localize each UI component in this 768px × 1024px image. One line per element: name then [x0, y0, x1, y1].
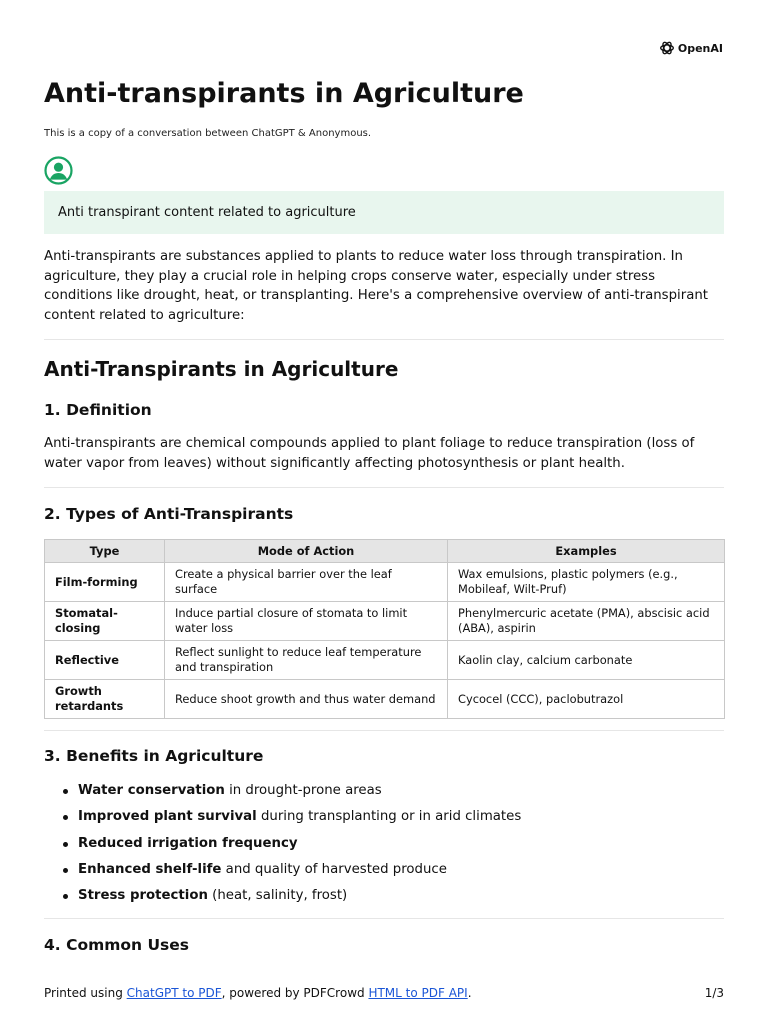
user-message: Anti transpirant content related to agriculture	[44, 191, 724, 234]
benefits-heading: 3. Benefits in Agriculture	[44, 747, 264, 765]
examples-cell: Phenylmercuric acetate (PMA), abscisic acid (ABA), aspirin	[448, 602, 725, 641]
logo-text: OpenAI	[677, 41, 723, 55]
print-footer	[44, 985, 724, 1001]
benefit-bold: Enhanced shelf-life	[78, 861, 222, 877]
definition-heading: 1. Definition	[44, 401, 152, 419]
benefits-list	[44, 778, 521, 909]
user-circle-icon	[44, 156, 73, 185]
examples-cell: Cycocel (CCC), paclobutrazol	[448, 680, 725, 719]
mode-cell: Induce partial closure of stomata to limit water loss	[165, 602, 448, 641]
table-row	[45, 602, 725, 641]
uses-heading: 4. Common Uses	[44, 936, 190, 954]
conversation-subtitle: This is a copy of a conversation between ChatGPT & Anonymous.	[44, 128, 372, 139]
html-to-pdf-api-link[interactable]: HTML to PDF API	[368, 986, 468, 1000]
list-item	[78, 883, 521, 909]
divider	[44, 730, 724, 731]
openai-logo	[659, 40, 723, 56]
divider	[44, 487, 724, 488]
benefit-bold: Reduced irrigation frequency	[78, 835, 298, 851]
divider	[44, 918, 724, 919]
table-header-row	[45, 540, 725, 563]
benefit-text: and quality of harvested produce	[221, 861, 447, 877]
chatgpt-to-pdf-link[interactable]: ChatGPT to PDF	[126, 986, 222, 1000]
column-header: Examples	[448, 540, 725, 563]
divider	[44, 339, 724, 340]
mode-cell: Reflect sunlight to reduce leaf temperature and transpiration	[165, 641, 448, 680]
mode-cell: Create a physical barrier over the leaf surface	[165, 563, 448, 602]
page-number: 1/3	[704, 986, 724, 1000]
footer-prefix: Printed using	[44, 986, 127, 1000]
types-heading: 2. Types of Anti-Transpirants	[44, 505, 294, 523]
benefit-bold: Stress protection	[78, 888, 208, 904]
list-item	[78, 778, 521, 804]
benefit-text: during transplanting or in arid climates	[256, 809, 522, 825]
type-cell: Growth retardants	[45, 680, 165, 719]
examples-cell: Kaolin clay, calcium carbonate	[448, 641, 725, 680]
list-item	[78, 857, 521, 883]
page-title: Anti-transpirants in Agriculture	[44, 78, 524, 109]
table-row	[45, 563, 725, 602]
column-header: Mode of Action	[165, 540, 448, 563]
types-table	[44, 539, 725, 719]
openai-knot-icon	[659, 40, 675, 56]
type-cell: Stomatal-closing	[45, 602, 165, 641]
benefit-text: in drought-prone areas	[224, 783, 382, 798]
definition-text: Anti-transpirants are chemical compounds applied to plant foliage to reduce transpiration (loss of water vapor from leaves) without significantly affecting photosynthesis or plant health.	[44, 436, 695, 471]
type-cell: Reflective	[45, 641, 165, 680]
mode-cell: Reduce shoot growth and thus water demand	[165, 680, 448, 719]
benefit-text: (heat, salinity, frost)	[207, 888, 348, 904]
main-heading: Anti-Transpirants in Agriculture	[44, 357, 399, 381]
table-row	[45, 680, 725, 719]
examples-cell: Wax emulsions, plastic polymers (e.g., Mobileaf, Wilt-Pruf)	[448, 563, 725, 602]
table-row	[45, 641, 725, 680]
list-item	[78, 804, 521, 830]
benefit-bold: Improved plant survival	[78, 809, 257, 825]
footer-suffix: .	[467, 986, 472, 1000]
list-item	[78, 831, 521, 857]
column-header: Type	[45, 540, 165, 563]
intro-paragraph: Anti-transpirants are substances applied to plants to reduce water loss through transpiration. In agriculture, they play a crucial role in helping crops conserve water, especially under stress conditions like drought, heat, or transplanting. Here's a comprehensive overview of anti-transpirant content related to agriculture:	[44, 249, 708, 324]
footer-middle: , powered by PDFCrowd	[221, 986, 369, 1000]
benefit-bold: Water conservation	[78, 783, 225, 798]
type-cell: Film-forming	[45, 563, 165, 602]
